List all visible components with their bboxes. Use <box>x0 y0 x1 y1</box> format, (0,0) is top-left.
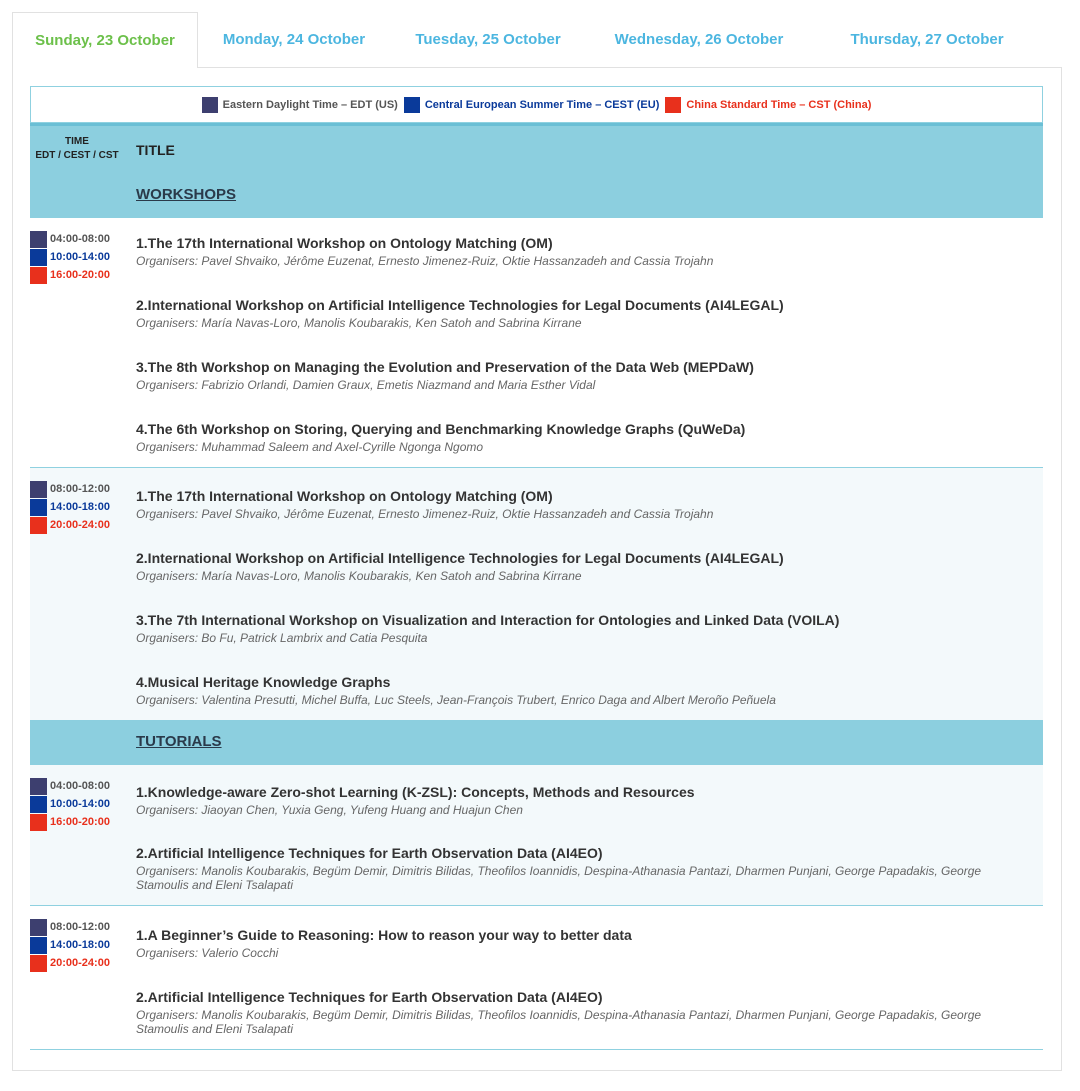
time-slots <box>30 480 122 534</box>
schedule-group <box>30 765 1043 906</box>
time-slots <box>30 230 122 284</box>
session-entry <box>136 420 1036 454</box>
session-entry <box>136 234 1036 268</box>
time-cest: 10:00-14:00 <box>30 248 122 266</box>
legend-cest-label: Central European Summer Time – CEST (EU) <box>424 98 660 111</box>
time-edt: 04:00-08:00 <box>30 230 122 248</box>
session-organisers: Organisers: María Navas-Loro, Manolis Koubarakis, Ken Satoh and Sabrina Kirrane <box>136 316 582 330</box>
tab-wednesday[interactable]: Wednesday, 26 October <box>614 31 784 48</box>
session-organisers: Organisers: Pavel Shvaiko, Jérôme Euzenat, Ernesto Jimenez-Ruiz, Oktie Hassanzadeh and Cassia Trojahn <box>136 254 714 268</box>
session-entry <box>136 673 1036 707</box>
edt-swatch <box>202 97 218 113</box>
session-organisers: Organisers: Bo Fu, Patrick Lambrix and Catia Pesquita <box>136 631 428 645</box>
time-cst: 16:00-20:00 <box>30 266 122 284</box>
session-title: 2.International Workshop on Artificial Intelligence Technologies for Legal Documents (AI4LEGAL) <box>136 297 784 313</box>
session-organisers: Organisers: Manolis Koubarakis, Begüm Demir, Dimitris Bilidas, Theofilos Ioannidis, Despina-Athanasia Pantazi, Dharmen Punjani, George Papadakis, George Stamoulis and Eleni Tsalapati <box>136 1008 982 1036</box>
session-title: 2.International Workshop on Artificial Intelligence Technologies for Legal Documents (AI4LEGAL) <box>136 550 784 566</box>
session-entry <box>136 549 1036 583</box>
session-title: 1.Knowledge-aware Zero-shot Learning (K-ZSL): Concepts, Methods and Resources <box>136 784 695 800</box>
session-title: 3.The 8th Workshop on Managing the Evolution and Preservation of the Data Web (MEPDaW) <box>136 359 754 375</box>
time-cest: 14:00-18:00 <box>30 936 122 954</box>
session-title: 2.Artificial Intelligence Techniques for Earth Observation Data (AI4EO) <box>136 845 603 861</box>
tutorials-heading[interactable]: TUTORIALS <box>136 733 222 750</box>
tab-thursday[interactable]: Thursday, 27 October <box>850 31 1004 48</box>
session-title: 1.The 17th International Workshop on Ontology Matching (OM) <box>136 488 553 504</box>
session-organisers: Organisers: Valentina Presutti, Michel Buffa, Luc Steels, Jean-François Trubert, Enrico Daga and Albert Meroño Peñuela <box>136 693 776 707</box>
session-title: 1.A Beginner’s Guide to Reasoning: How to reason your way to better data <box>136 927 632 943</box>
schedule-group <box>30 218 1043 468</box>
time-edt: 08:00-12:00 <box>30 480 122 498</box>
session-entry <box>136 296 1036 330</box>
legend-edt-label: Eastern Daylight Time – EDT (US) <box>222 98 398 111</box>
section-tutorials <box>30 720 1043 765</box>
session-title: 2.Artificial Intelligence Techniques for Earth Observation Data (AI4EO) <box>136 989 603 1005</box>
title-column-header: TITLE <box>136 142 175 158</box>
session-title: 1.The 17th International Workshop on Ontology Matching (OM) <box>136 235 553 251</box>
schedule-group <box>30 906 1043 1050</box>
time-edt: 08:00-12:00 <box>30 918 122 936</box>
time-cst: 20:00-24:00 <box>30 954 122 972</box>
session-organisers: Organisers: Valerio Cocchi <box>136 946 279 960</box>
workshops-heading[interactable]: WORKSHOPS <box>136 186 237 203</box>
cst-swatch <box>665 97 681 113</box>
zones-label: EDT / CEST / CST <box>35 150 119 161</box>
session-title: 4.The 6th Workshop on Storing, Querying and Benchmarking Knowledge Graphs (QuWeDa) <box>136 421 746 437</box>
legend-cest <box>404 97 660 113</box>
session-organisers: Organisers: María Navas-Loro, Manolis Koubarakis, Ken Satoh and Sabrina Kirrane <box>136 569 582 583</box>
time-cest: 10:00-14:00 <box>30 795 122 813</box>
table-header <box>30 123 1043 173</box>
timezone-legend <box>30 86 1043 123</box>
time-column-header <box>30 135 124 163</box>
session-organisers: Organisers: Fabrizio Orlandi, Damien Graux, Emetis Niazmand and Maria Esther Vidal <box>136 378 596 392</box>
time-slots <box>30 918 122 972</box>
time-slots <box>30 777 122 831</box>
session-entry <box>136 611 1036 645</box>
time-label: TIME <box>65 136 89 147</box>
day-tabs <box>12 12 1062 68</box>
tab-monday[interactable]: Monday, 24 October <box>222 31 366 48</box>
tab-sunday[interactable]: Sunday, 23 October <box>12 12 198 68</box>
legend-edt <box>202 97 398 113</box>
session-entry <box>136 844 1036 892</box>
session-organisers: Organisers: Pavel Shvaiko, Jérôme Euzenat, Ernesto Jimenez-Ruiz, Oktie Hassanzadeh and Cassia Trojahn <box>136 507 714 521</box>
legend-cst <box>665 97 871 113</box>
time-edt: 04:00-08:00 <box>30 777 122 795</box>
session-title: 4.Musical Heritage Knowledge Graphs <box>136 674 391 690</box>
legend-cst-label: China Standard Time – CST (China) <box>686 98 872 111</box>
session-entry <box>136 988 1036 1036</box>
session-organisers: Organisers: Jiaoyan Chen, Yuxia Geng, Yufeng Huang and Huajun Chen <box>136 803 523 817</box>
section-workshops <box>30 173 1043 218</box>
schedule-group <box>30 468 1043 720</box>
cest-swatch <box>404 97 420 113</box>
session-title: 3.The 7th International Workshop on Visualization and Interaction for Ontologies and Linked Data (VOILA) <box>136 612 840 628</box>
session-entry <box>136 783 1036 817</box>
time-cest: 14:00-18:00 <box>30 498 122 516</box>
time-cst: 20:00-24:00 <box>30 516 122 534</box>
session-entry <box>136 926 1036 960</box>
tab-tuesday[interactable]: Tuesday, 25 October <box>415 31 561 48</box>
session-organisers: Organisers: Muhammad Saleem and Axel-Cyrille Ngonga Ngomo <box>136 440 484 454</box>
session-entry <box>136 358 1036 392</box>
time-cst: 16:00-20:00 <box>30 813 122 831</box>
session-organisers: Organisers: Manolis Koubarakis, Begüm Demir, Dimitris Bilidas, Theofilos Ioannidis, Despina-Athanasia Pantazi, Dharmen Punjani, George Papadakis, George Stamoulis and Eleni Tsalapati <box>136 864 982 892</box>
session-entry <box>136 487 1036 521</box>
